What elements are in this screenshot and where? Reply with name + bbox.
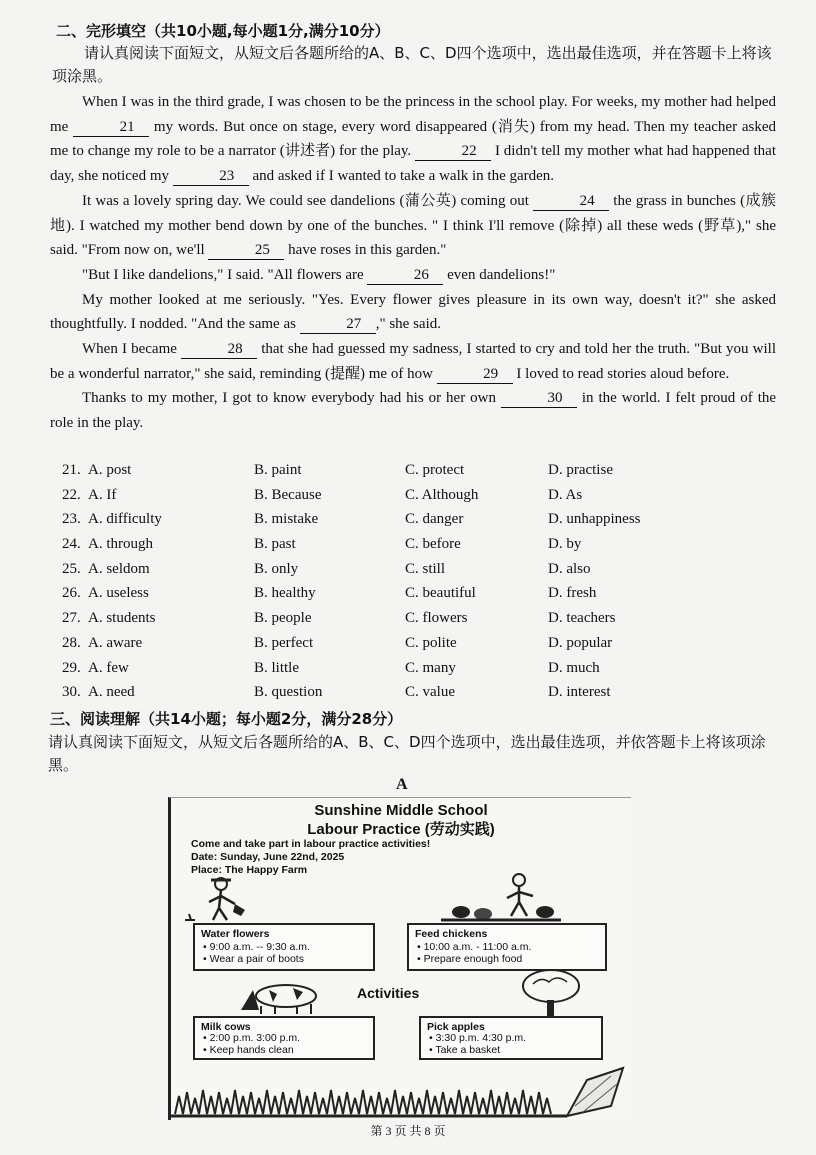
option-row-28: [62, 635, 782, 660]
paragraph-2: [50, 189, 776, 263]
feed-chickens-box: [407, 923, 607, 971]
text: have roses in this garden.": [288, 242, 447, 259]
option-c: C. flowers: [405, 610, 468, 627]
option-c: C. before: [405, 536, 461, 553]
activity-tip: • Keep hands clean: [203, 1044, 294, 1056]
option-row-27: [62, 610, 782, 635]
text: even dandelions!": [447, 266, 556, 283]
text: that she had guessed my sadness, I started to cry and told her the truth. "But you will be a wonderful narrator," she said, reminding (提醒) me of how: [50, 341, 777, 382]
option-d: D. popular: [548, 634, 613, 651]
activity-tip: • Wear a pair of boots: [203, 953, 304, 965]
poster-date: Date: Sunday, June 22nd, 2025: [191, 851, 345, 863]
passage-letter: A: [396, 776, 408, 793]
text: ," she said.: [375, 316, 441, 333]
option-d: D. As: [548, 486, 583, 503]
cloze-instruction: 请认真阅读下面短文，从短文后各题所给的A、B、C、D四个选项中，选出最佳选项，并在答题卡上将该项涂黑。: [52, 44, 772, 85]
text: "But I like dandelions," I said. "All flowers are: [82, 266, 364, 283]
text: my words. But once on stage, every word disappeared (消失) from my head. Then my teacher asked me to change my role to be a narrator (讲述者) for the play.: [50, 118, 777, 160]
activity-time: • 2:00 p.m. 3:00 p.m.: [203, 1032, 301, 1044]
question-number: 30.: [62, 684, 81, 701]
text: My mother looked at me seriously. "Yes. Every flower gives pleasure in its own way, doesn't it?" she asked thoughtfully. I nodded. "And the same as: [50, 291, 776, 333]
paragraph-6: [50, 386, 776, 435]
activities-heading: Activities: [357, 985, 420, 1001]
chicken-farmer-illustration: [441, 870, 561, 922]
labour-practice-poster: [168, 797, 631, 1120]
option-b: B. question: [254, 684, 323, 701]
cow-illustration: [231, 980, 331, 1014]
poster-school-name: Sunshine Middle School: [314, 802, 488, 819]
option-a: A. seldom: [88, 560, 150, 577]
text: in the world. I felt proud of the role in the play.: [50, 390, 777, 432]
text: When I became: [82, 341, 177, 358]
blank-30: 30: [501, 389, 577, 408]
cloze-passage: [50, 90, 776, 436]
option-d: D. practise: [548, 462, 613, 478]
option-c: C. value: [405, 684, 455, 701]
activity-time: • 9:00 a.m. -- 9:30 a.m.: [203, 941, 310, 953]
option-b: B. mistake: [254, 511, 319, 528]
text: Thanks to my mother, I got to know everybody had his or her own: [82, 390, 496, 407]
option-d: D. also: [548, 560, 591, 577]
poster-invite: Come and take part in labour practice activities!: [191, 838, 431, 850]
question-number: 29.: [62, 659, 81, 676]
option-c: C. danger: [405, 511, 464, 528]
option-c: C. Although: [405, 486, 479, 503]
paragraph-3: [50, 263, 776, 288]
option-row-24: [62, 536, 782, 561]
option-c: C. still: [405, 560, 446, 577]
option-row-23: [62, 511, 782, 536]
question-number: 28.: [62, 634, 81, 651]
question-number: 22.: [62, 486, 81, 503]
option-a: A. post: [88, 462, 132, 478]
option-a: A. If: [88, 486, 117, 503]
option-a: A. difficulty: [88, 511, 162, 528]
reading-instruction: 请认真阅读下面短文，从短文后各题所给的A、B、C、D四个选项中，选出最佳选项，并依答题卡上将该项涂黑。: [48, 733, 766, 774]
activity-title: Water flowers: [201, 928, 270, 940]
option-b: B. perfect: [254, 634, 314, 651]
blank-24: 24: [533, 192, 609, 211]
question-number: 24.: [62, 536, 81, 553]
option-c: C. protect: [405, 462, 465, 478]
water-flowers-box: [193, 923, 375, 971]
blank-27: 27: [300, 315, 376, 334]
pick-apples-box: [419, 1016, 603, 1060]
activity-title: Feed chickens: [415, 928, 488, 940]
question-number: 27.: [62, 610, 81, 627]
blank-25: 25: [208, 241, 284, 260]
option-b: B. people: [254, 610, 312, 627]
reading-heading: 三、阅读理解（共14小题；每小题2分，满分28分）: [50, 710, 403, 728]
activity-title: Pick apples: [427, 1021, 485, 1033]
grass-border-decoration: [171, 1066, 631, 1120]
question-number: 25.: [62, 560, 81, 577]
poster-title: Labour Practice (劳动实践): [307, 821, 495, 838]
option-b: B. Because: [254, 486, 322, 503]
option-row-21: [62, 462, 782, 487]
option-d: D. interest: [548, 684, 611, 701]
text: the grass in bunches (成簇地). I watched my mother bend down by one of the bunches. " I think I'll remove (除掉) all these weds (野草)," she said. "From now on, we'll: [50, 192, 777, 259]
option-a: A. few: [88, 659, 129, 676]
option-c: C. polite: [405, 634, 457, 651]
milk-cows-box: [193, 1016, 375, 1060]
option-row-25: [62, 561, 782, 586]
blank-28: 28: [181, 340, 257, 359]
options-list: [62, 462, 782, 709]
option-row-30: [62, 684, 782, 709]
blank-26: 26: [367, 266, 443, 285]
option-d: D. by: [548, 536, 582, 553]
blank-23: 23: [173, 167, 249, 186]
paragraph-5: [50, 337, 776, 386]
question-number: 23.: [62, 511, 81, 528]
option-d: D. fresh: [548, 585, 597, 602]
question-number: 26.: [62, 585, 81, 602]
option-d: D. unhappiness: [548, 511, 641, 528]
option-row-22: [62, 487, 782, 512]
paragraph-1: [50, 90, 776, 189]
activity-tip: • Take a basket: [429, 1044, 501, 1056]
option-row-26: [62, 585, 782, 610]
option-b: B. little: [254, 659, 299, 676]
activity-title: Milk cows: [201, 1021, 251, 1033]
option-b: B. healthy: [254, 585, 316, 602]
option-d: D. teachers: [548, 610, 616, 627]
text: and asked if I wanted to take a walk in the garden.: [252, 168, 555, 185]
activity-tip: • Prepare enough food: [417, 953, 523, 965]
poster-place: Place: The Happy Farm: [191, 864, 308, 876]
option-c: C. beautiful: [405, 585, 476, 602]
option-row-29: [62, 660, 782, 685]
text: It was a lovely spring day. We could see dandelions (蒲公英) coming out: [82, 192, 529, 209]
page-footer: 第 3 页 共 8 页: [370, 1124, 446, 1138]
paragraph-4: [50, 288, 776, 337]
cloze-heading: 二、完形填空（共10小题,每小题1分,满分10分）: [56, 22, 390, 40]
option-a: A. aware: [88, 634, 143, 651]
option-c: C. many: [405, 659, 456, 676]
activity-time: • 3:30 p.m. 4:30 p.m.: [429, 1032, 527, 1044]
option-a: A. through: [88, 536, 153, 553]
option-b: B. past: [254, 536, 296, 553]
question-number: 21.: [62, 462, 81, 478]
text: When I was in the third grade, I was chosen to be the princess in the school play. For weeks, my mother had helped me: [50, 94, 776, 135]
apple-tree-illustration: [519, 968, 583, 1018]
watering-farmer-illustration: [181, 874, 261, 924]
option-d: D. much: [548, 659, 600, 676]
option-a: A. students: [88, 610, 156, 627]
blank-21: 21: [73, 118, 149, 137]
option-a: A. need: [88, 684, 135, 701]
option-b: B. paint: [254, 462, 302, 478]
option-b: B. only: [254, 560, 299, 577]
activity-time: • 10:00 a.m. - 11:00 a.m.: [417, 941, 532, 953]
text: I loved to read stories aloud before.: [516, 365, 730, 382]
text: I didn't tell my mother what had happened that day, she noticed my: [50, 143, 777, 185]
blank-29: 29: [437, 365, 513, 384]
blank-22: 22: [415, 142, 491, 161]
option-a: A. useless: [88, 585, 149, 602]
